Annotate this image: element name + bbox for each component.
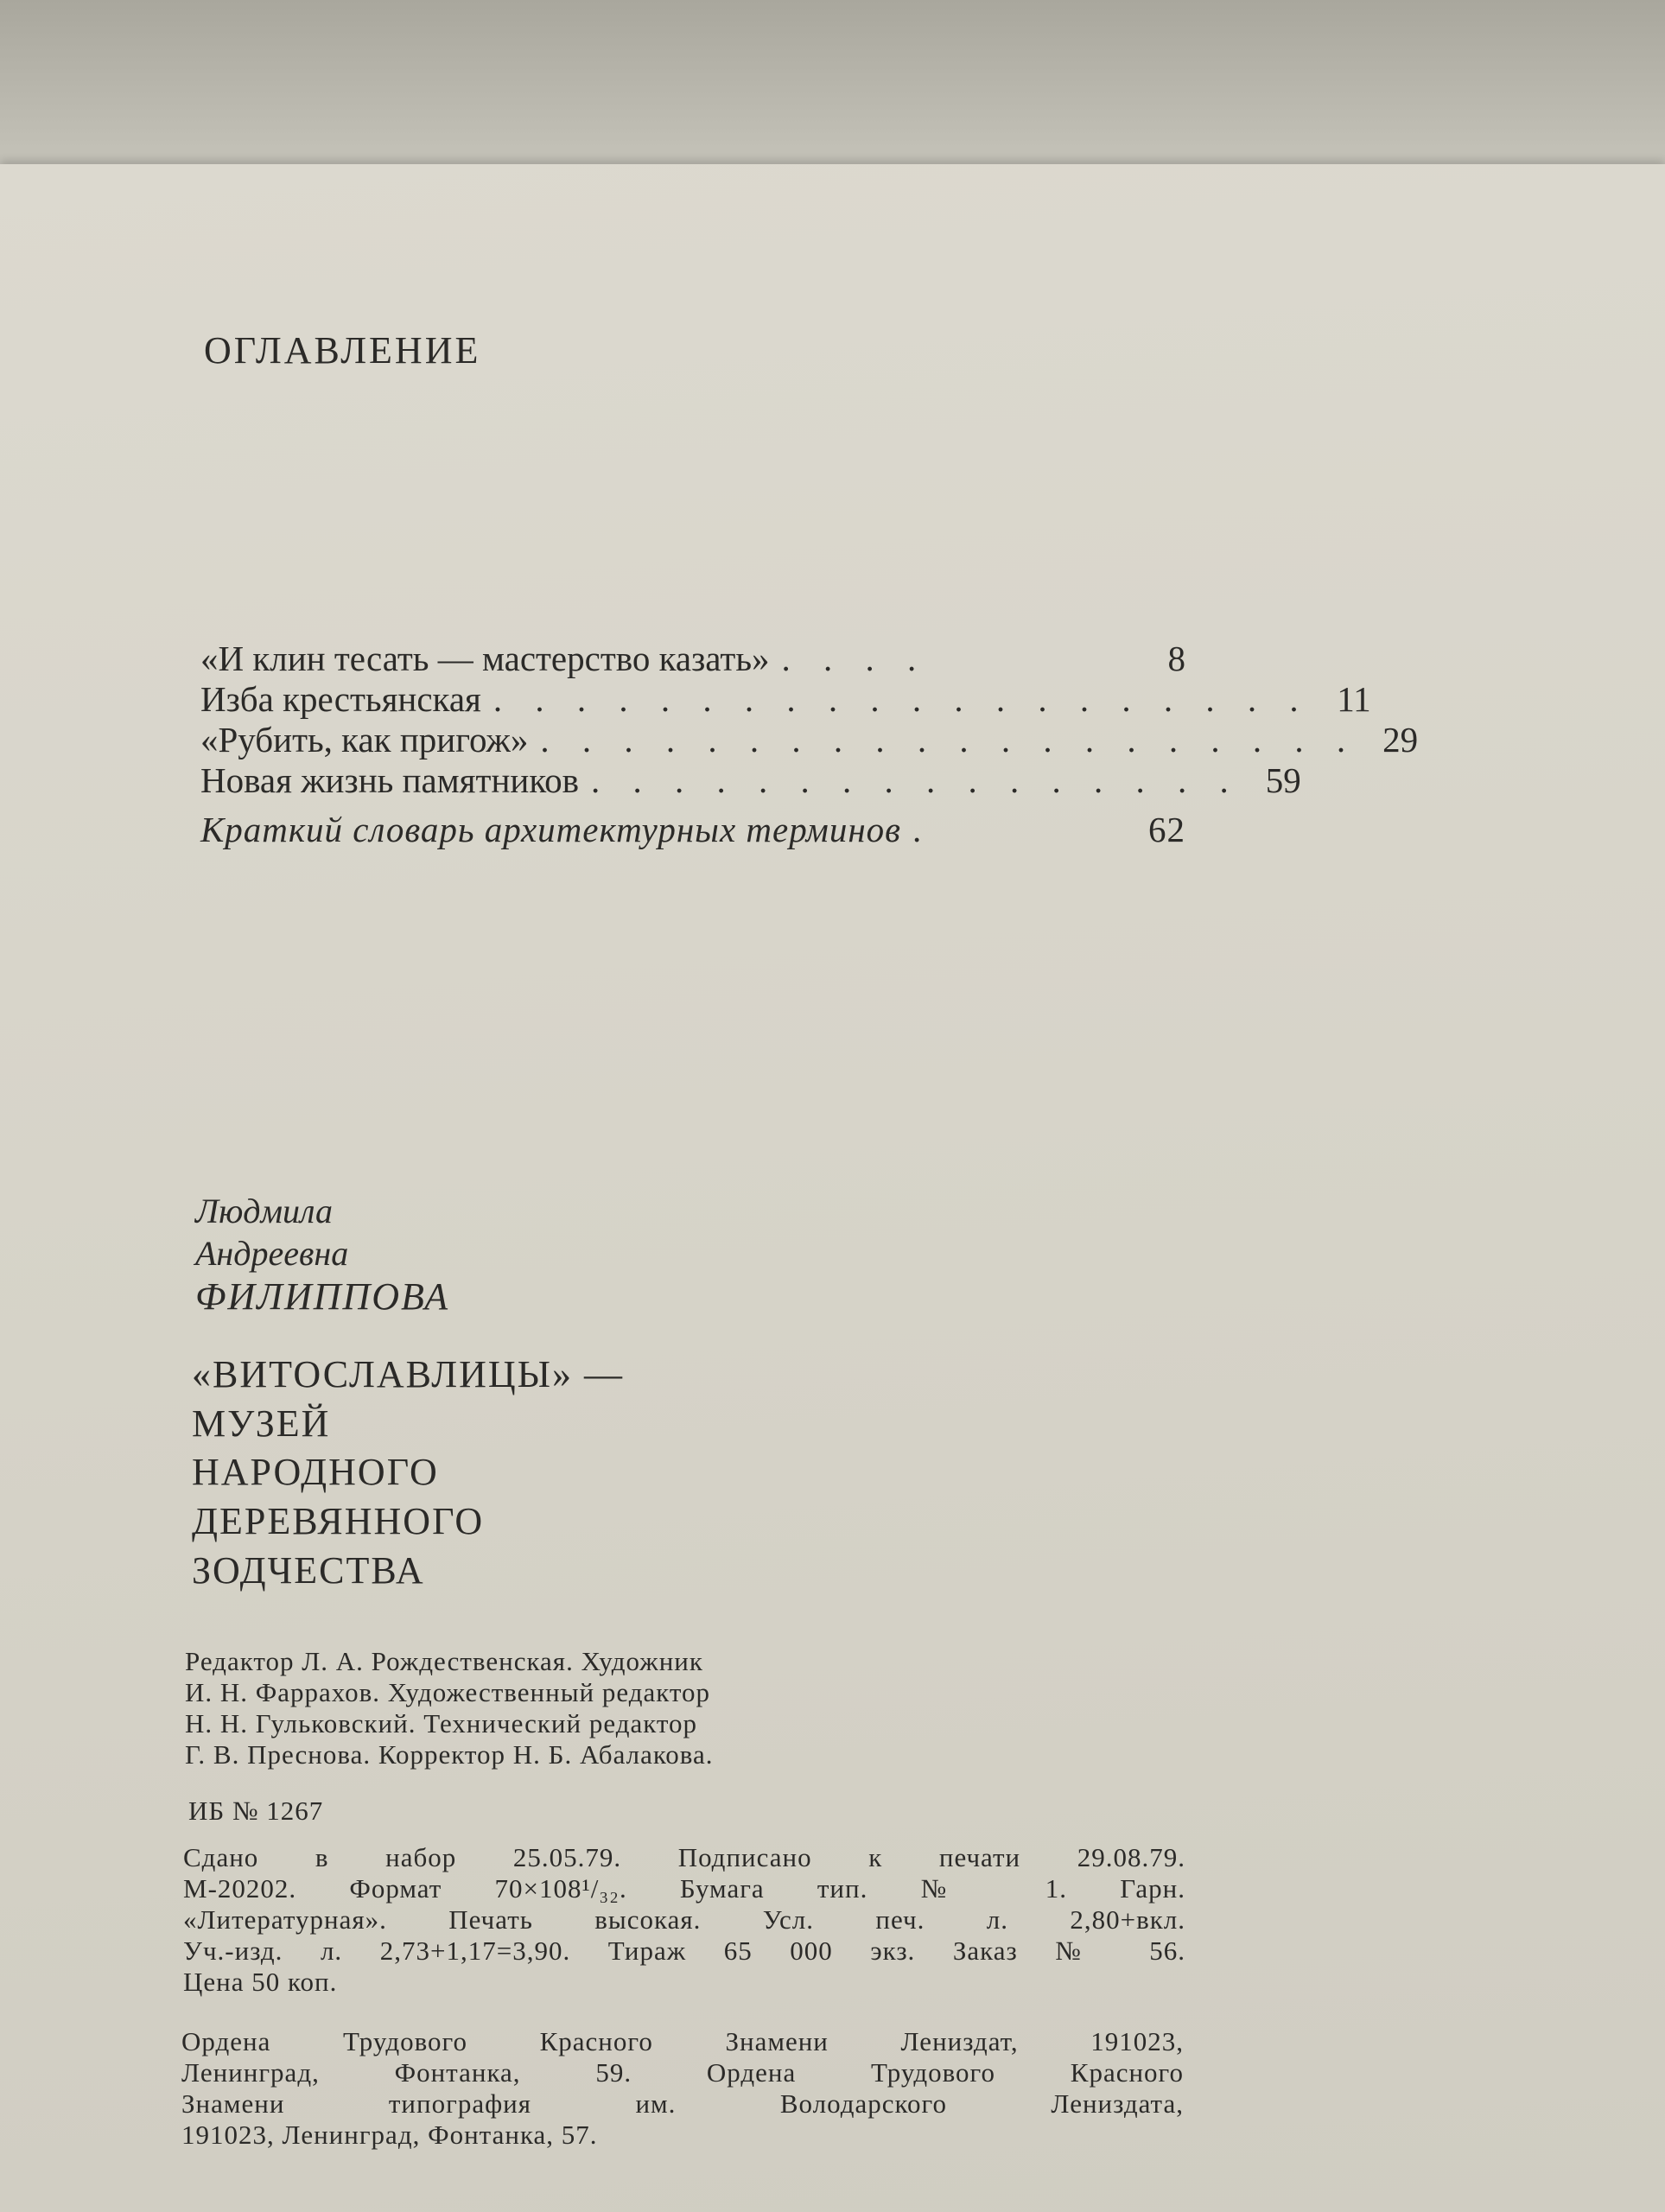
ib-number: ИБ № 1267 bbox=[188, 1796, 324, 1826]
book-title-line: ДЕРЕВЯННОГО bbox=[192, 1500, 485, 1542]
printer-line: Ордена Трудового Красного Знамени Лениздат, 191023, bbox=[181, 2026, 1184, 2056]
toc-entry bbox=[200, 719, 1419, 760]
toc-entry bbox=[200, 678, 1371, 719]
credits-line: Редактор Л. А. Рождественская. Художник bbox=[185, 1646, 703, 1676]
background-surface bbox=[0, 0, 1665, 173]
imprint-line: Сдано в набор 25.05.79. Подписано к печати 29.08.79. bbox=[183, 1842, 1185, 1872]
author-patronymic: Андреевна bbox=[195, 1234, 349, 1273]
author-first-name: Людмила bbox=[195, 1192, 333, 1230]
author-last-name: ФИЛИППОВА bbox=[195, 1275, 450, 1318]
book-title-line: ЗОДЧЕСТВА bbox=[192, 1549, 425, 1592]
credits-line: И. Н. Фаррахов. Художественный редактор bbox=[185, 1677, 711, 1707]
toc-entry-title: «Рубить, как пригож» bbox=[200, 720, 529, 760]
toc-entry-page: 62 bbox=[1148, 810, 1185, 849]
imprint-line: Уч.-изд. л. 2,73+1,17=3,90. Тираж 65 000 экз. Заказ № 56. bbox=[183, 1936, 1185, 1966]
credits-line: Г. В. Преснова. Корректор Н. Б. Абалакова. bbox=[185, 1739, 714, 1770]
toc-entry-page: 8 bbox=[1167, 639, 1185, 678]
editorial-credits bbox=[185, 1646, 1058, 1770]
toc-entry-title: Изба крестьянская bbox=[200, 679, 481, 719]
imprint-line: «Литературная». Печать высокая. Усл. печ. л. 2,80+вкл. bbox=[183, 1904, 1185, 1935]
imprint-details bbox=[183, 1842, 1185, 1998]
table-of-contents bbox=[200, 638, 1419, 849]
toc-entry-title: Новая жизнь памятников bbox=[200, 760, 580, 800]
toc-entry-title: Краткий словарь архитектурных терминов bbox=[200, 810, 901, 849]
toc-entry-title: «И клин тесать — мастерство казать» bbox=[200, 639, 770, 678]
toc-entry bbox=[200, 760, 1301, 800]
toc-leader-dots: . . . . . . . . . . . . . . . . . . . . bbox=[493, 679, 1311, 719]
price-line: Цена 50 коп. bbox=[183, 1967, 338, 1997]
toc-heading: ОГЛАВЛЕНИЕ bbox=[204, 329, 481, 372]
toc-leader-dots: . . . . bbox=[781, 639, 929, 678]
toc-entry bbox=[200, 638, 1185, 678]
toc-leader-dots: . . . . . . . . . . . . . . . . . . . . bbox=[540, 720, 1358, 760]
toc-entry-page: 59 bbox=[1265, 760, 1301, 800]
toc-entry-page: 29 bbox=[1382, 720, 1419, 760]
imprint-line: М-20202. Формат 70×108¹/₃₂. Бумага тип. № 1. Гарн. bbox=[183, 1873, 1185, 1904]
printer-line: Знамени типография им. Володарского Лениздата, bbox=[181, 2088, 1184, 2119]
book-title-line: НАРОДНОГО bbox=[192, 1451, 439, 1493]
toc-leader-dots: . bbox=[912, 810, 935, 849]
book-title-line: «ВИТОСЛАВЛИЦЫ» — bbox=[192, 1353, 625, 1395]
toc-leader-dots: . . . . . . . . . . . . . . . . bbox=[591, 760, 1241, 800]
credits-line: Н. Н. Гульковский. Технический редактор bbox=[185, 1708, 698, 1738]
book-title-line: МУЗЕЙ bbox=[192, 1402, 331, 1445]
toc-entry-glossary bbox=[200, 809, 1185, 849]
printer-line: 191023, Ленинград, Фонтанка, 57. bbox=[181, 2120, 598, 2150]
toc-entry-page: 11 bbox=[1337, 679, 1371, 719]
printer-info bbox=[181, 2026, 1184, 2151]
printer-line: Ленинград, Фонтанка, 59. Ордена Трудового Красного bbox=[181, 2057, 1184, 2088]
